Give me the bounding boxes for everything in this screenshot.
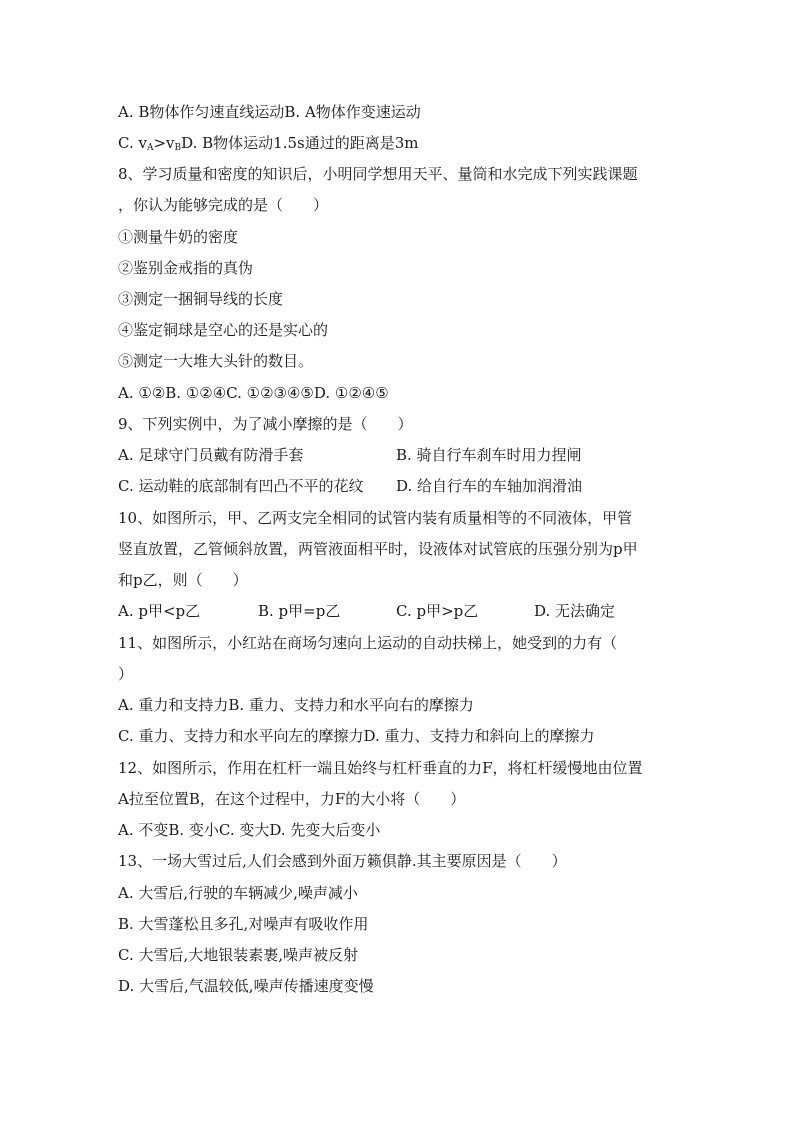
q9-options-row-1 [118, 445, 582, 465]
q8-item-3: ③测定一捆铜导线的长度 [118, 290, 284, 308]
q8-stem-line-2: ，你认为能够完成的是（ ） [118, 196, 329, 214]
q9-option-d: D. 给自行车的车轴加润滑油 [396, 477, 583, 495]
q11-stem-line-2: ） [118, 665, 134, 683]
q7-opt-c-prefix: C. v [118, 134, 147, 152]
q7-compare: >v [153, 134, 175, 152]
q12-stem-line-1: 12、如图所示，作用在杠杆一端且始终与杠杆垂直的力F，将杠杆缓慢地由位置 [118, 759, 643, 777]
q9-option-a: A. 足球守门员戴有防滑手套 [118, 446, 304, 464]
q8-item-5: ⑤测定一大堆大头针的数目。 [118, 352, 314, 370]
q13-stem: 13、一场大雪过后,人们会感到外面万籁俱静.其主要原因是（ ） [118, 852, 567, 870]
q10-stem-line-2: 竖直放置，乙管倾斜放置，两管液面相平时，设液体对试管底的压强分别为p甲 [118, 540, 638, 558]
q10-stem-line-3: 和p乙，则（ ） [118, 571, 248, 589]
q7-options-line-1: A. B物体作匀速直线运动B. A物体作变速运动 [118, 103, 421, 121]
q9-options-row-2 [118, 476, 583, 496]
q8-item-1: ①测量牛奶的密度 [118, 228, 239, 246]
q10-option-d: D. 无法确定 [534, 602, 616, 620]
q7-opt-d: D. B物体运动1.5s通过的距离是3m [181, 134, 419, 152]
q13-option-c: C. 大雪后,大地银装素裹,噪声被反射 [118, 946, 359, 964]
q10-option-b: B. p甲=p乙 [258, 602, 341, 620]
q8-options: A. ①②B. ①②④C. ①②③④⑤D. ①②④⑤ [118, 384, 389, 402]
q11-options-line-1: A. 重力和支持力B. 重力、支持力和水平向右的摩擦力 [118, 696, 474, 714]
q13-option-d: D. 大雪后,气温较低,噪声传播速度变慢 [118, 977, 374, 995]
q13-option-b: B. 大雪蓬松且多孔,对噪声有吸收作用 [118, 915, 369, 933]
q9-option-b: B. 骑自行车刹车时用力捏闸 [396, 446, 582, 464]
q11-stem-line-1: 11、如图所示，小红站在商场匀速向上运动的自动扶梯上，她受到的力有（ [118, 634, 618, 652]
q12-stem-line-2: A拉至位置B，在这个过程中，力F的大小将（ ） [118, 790, 466, 808]
q8-stem-line-1: 8、学习质量和密度的知识后，小明同学想用天平、量筒和水完成下列实践课题 [118, 165, 638, 183]
q7-options-line-2 [118, 133, 419, 153]
q13-option-a: A. 大雪后,行驶的车辆减少,噪声减小 [118, 884, 358, 902]
q9-stem: 9、下列实例中，为了减小摩擦的是（ ） [118, 415, 413, 433]
q11-options-line-2: C. 重力、支持力和水平向左的摩擦力D. 重力、支持力和斜向上的摩擦力 [118, 727, 595, 745]
q10-options [118, 601, 678, 621]
q10-option-c: C. p甲>p乙 [396, 602, 479, 620]
q9-option-c: C. 运动鞋的底部制有凹凸不平的花纹 [118, 477, 364, 495]
q10-option-a: A. p甲<p乙 [118, 602, 201, 620]
q10-stem-line-1: 10、如图所示，甲、乙两支完全相同的试管内装有质量相等的不同液体，甲管 [118, 509, 633, 527]
q7-sub-a: A [146, 143, 154, 153]
q7-sub-b: B [174, 143, 182, 153]
q8-item-4: ④鉴定铜球是空心的还是实心的 [118, 321, 329, 339]
q8-item-2: ②鉴别金戒指的真伪 [118, 259, 254, 277]
q12-options: A. 不变B. 变小C. 变大D. 先变大后变小 [118, 821, 381, 839]
